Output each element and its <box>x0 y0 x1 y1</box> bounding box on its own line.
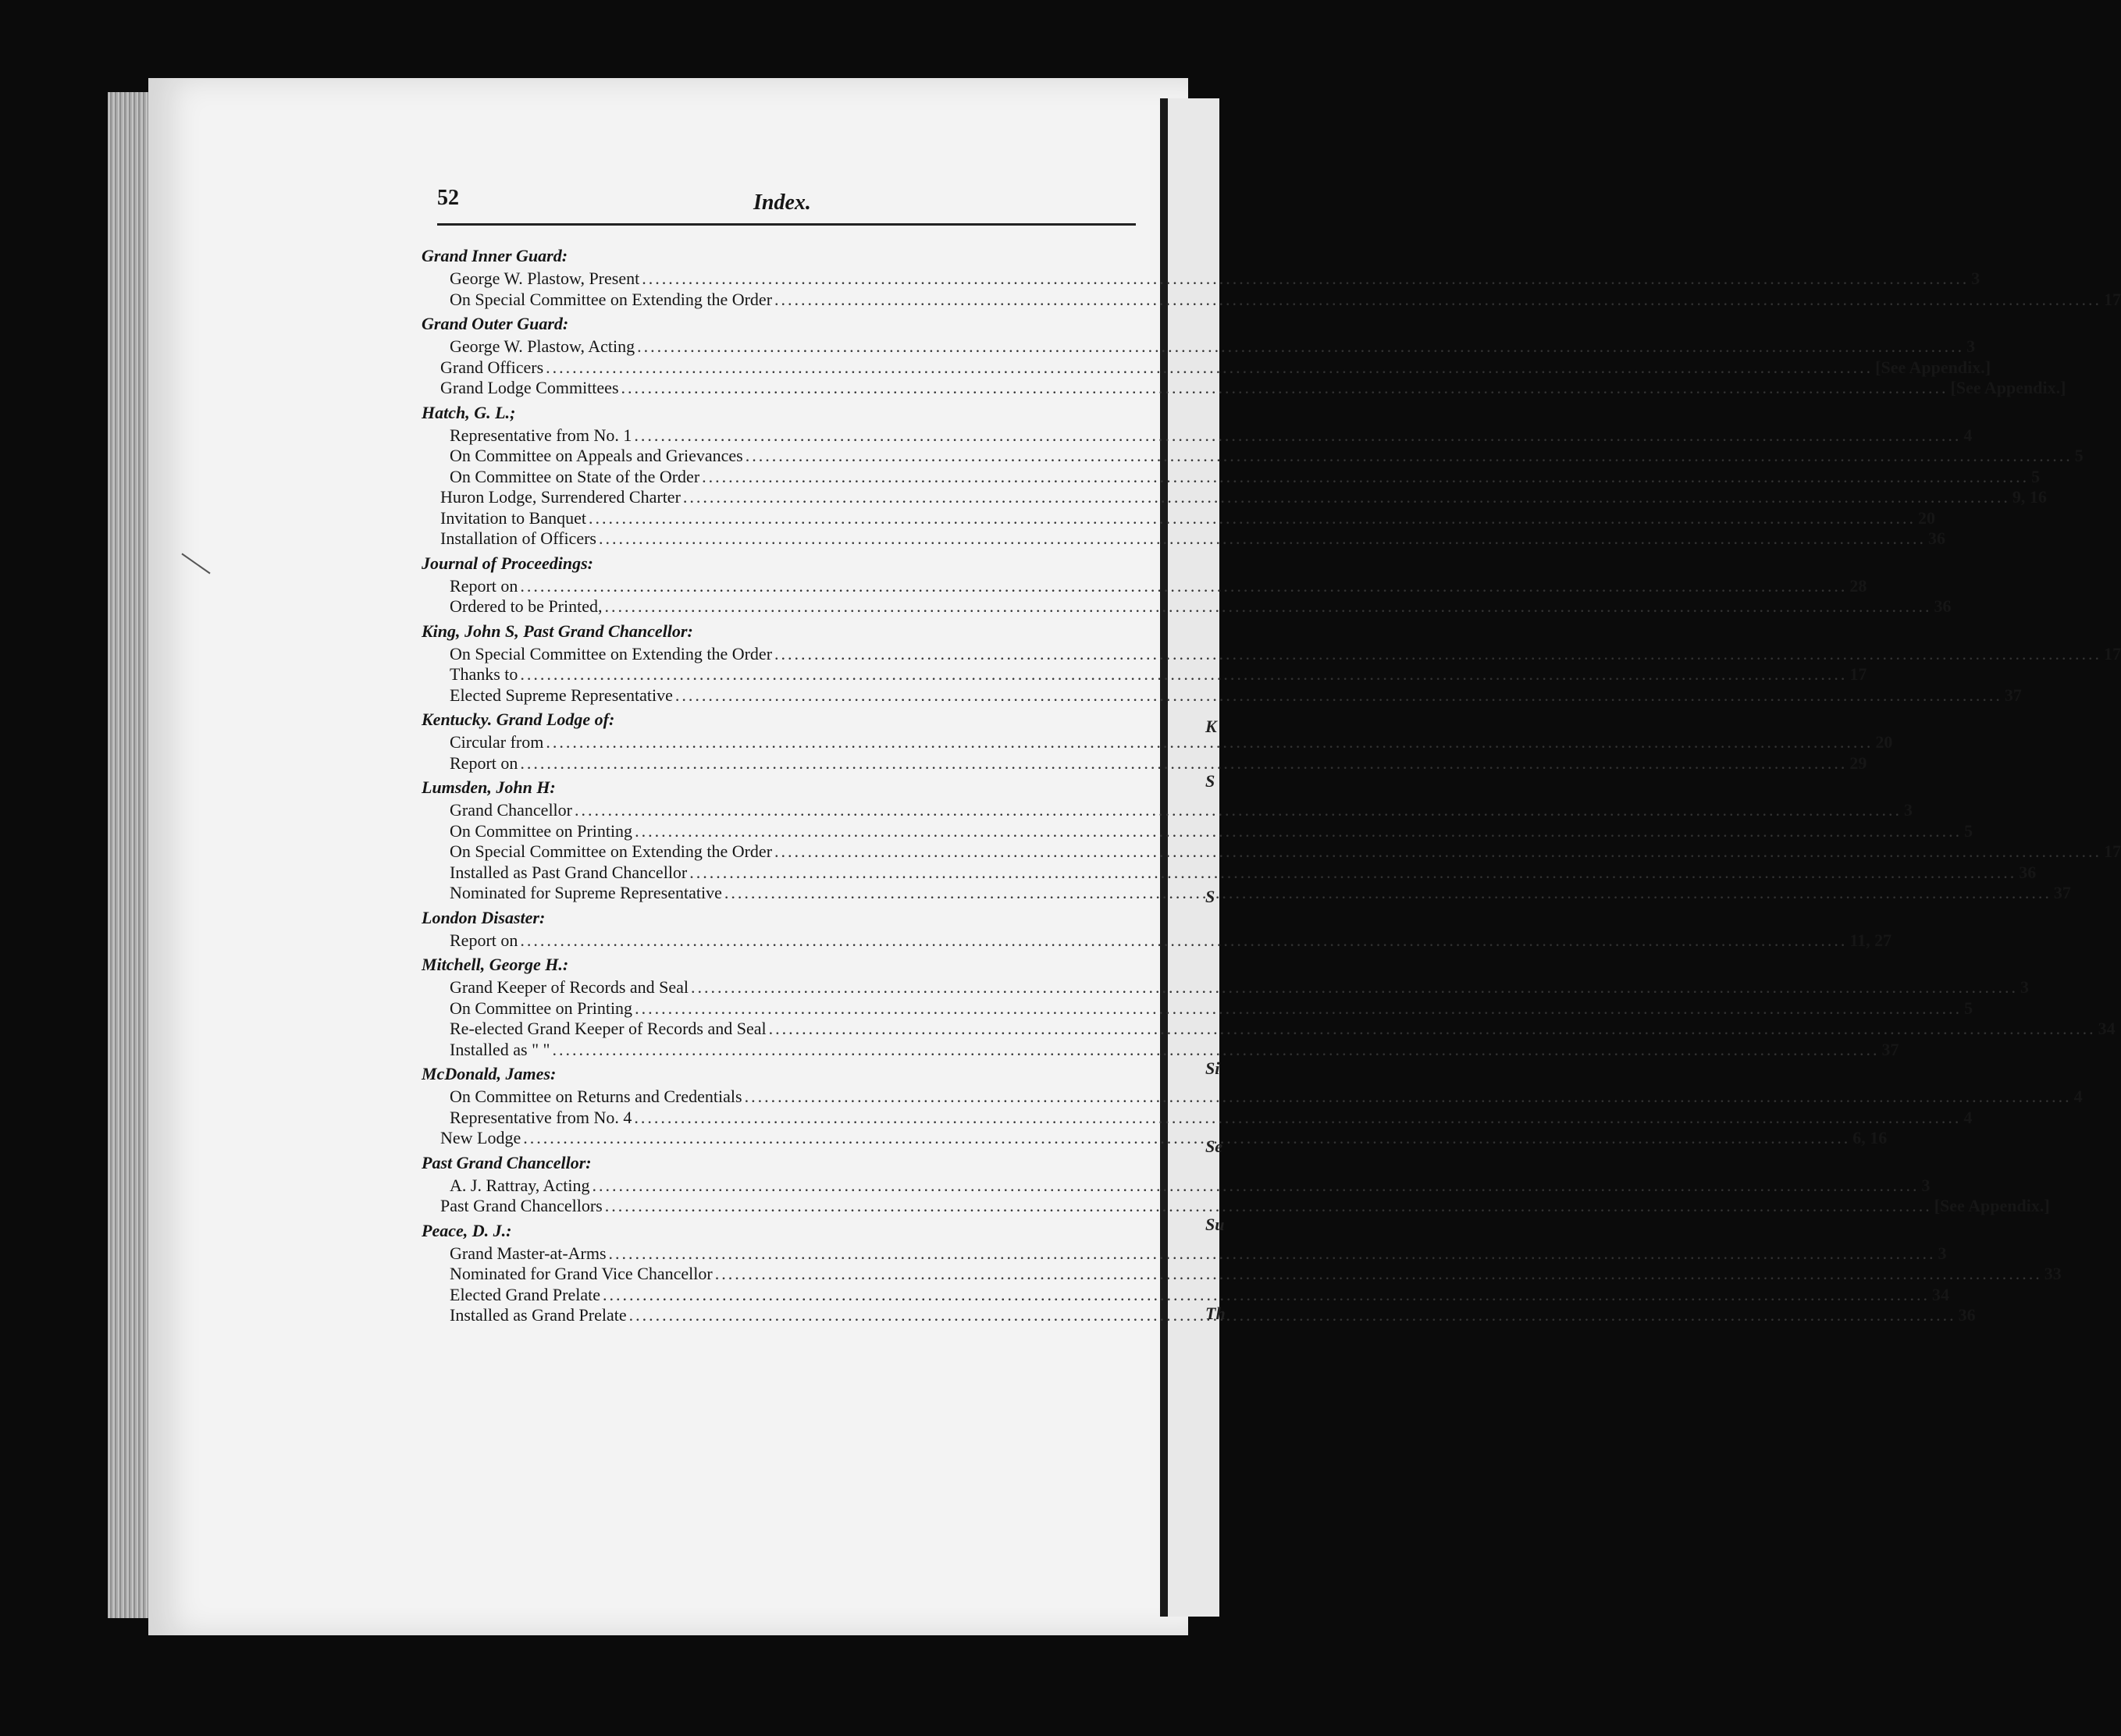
entry-page-ref: 20 <box>1917 507 1935 528</box>
index-heading: McDonald, James: <box>422 1064 557 1083</box>
entry-text: On Committee on State of the Order <box>450 466 700 486</box>
entry-page-ref: 20 <box>1875 732 1893 752</box>
index-entry <box>422 820 1973 842</box>
entry-page-ref: 5 <box>1964 820 1973 841</box>
index-heading: Lumsden, John H: <box>422 777 556 797</box>
entry-text: Installed as Grand Prelate <box>450 1305 627 1325</box>
entry-page-ref: 36 <box>1927 528 1945 548</box>
entry-text: Nominated for Supreme Representative <box>450 883 722 902</box>
index-heading: Mitchell, George H.: <box>422 955 569 974</box>
entry-page-ref: 3 <box>1904 800 1913 820</box>
facing-page-fragment: K <box>1205 717 1217 736</box>
entry-page-ref: 34 <box>1932 1284 1950 1304</box>
entry-page-ref: 5 <box>1964 998 1973 1018</box>
entry-page-ref: 4 <box>1963 1107 1973 1127</box>
dot-leader <box>774 290 2101 311</box>
entry-page-ref: 3 <box>1938 1243 1947 1263</box>
dot-leader <box>609 1243 1936 1265</box>
entry-page-ref: 37 <box>2004 685 2022 705</box>
entry-text: Grand Chancellor <box>450 800 572 820</box>
index-heading: London Disaster: <box>422 907 546 927</box>
entry-text: Representative from No. 4 <box>450 1107 632 1127</box>
entry-page-ref: 3 <box>1966 336 1976 356</box>
entry-text: Installation of Officers <box>440 528 596 548</box>
index-entry <box>422 425 1973 446</box>
dot-leader <box>605 1196 1932 1217</box>
dot-leader <box>603 1285 1930 1306</box>
entry-page-ref: 3 <box>1921 1175 1931 1195</box>
index-entry <box>422 596 1952 617</box>
dot-leader <box>635 998 1962 1019</box>
entry-page-ref: 17 <box>1849 664 1867 684</box>
entry-text: Grand Lodge Committees <box>440 378 619 397</box>
index-heading: Journal of Proceedings: <box>422 553 593 573</box>
index-entry <box>422 575 1867 597</box>
entry-text: Elected Grand Prelate <box>450 1284 601 1304</box>
entry-page-ref: 28 <box>1849 575 1867 596</box>
dot-leader <box>520 576 1847 597</box>
entry-page-ref: 37 <box>1881 1039 1899 1059</box>
index-entry <box>422 357 1991 379</box>
index-entry <box>422 528 1945 550</box>
index-heading: Kentucky. Grand Lodge of: <box>422 710 615 729</box>
entry-page-ref: 5 <box>2031 466 2041 486</box>
entry-page-ref: 37 <box>2053 883 2071 902</box>
index-entry <box>422 269 1980 290</box>
index-entry <box>422 1264 2062 1285</box>
entry-text: On Special Committee on Extending the Order <box>450 289 773 309</box>
entry-page-ref: [See Appendix.] <box>1934 1196 2050 1215</box>
index-entry <box>422 1196 2050 1217</box>
index-entry <box>422 664 1867 685</box>
entry-page-ref: 34 <box>2098 1019 2116 1038</box>
entry-page-ref: [See Appendix.] <box>1950 378 2066 397</box>
facing-page-fragment: Th <box>1205 1304 1226 1323</box>
dot-leader <box>689 863 2016 884</box>
index-entry <box>422 998 1973 1019</box>
index-entry <box>422 487 2047 508</box>
dot-leader <box>621 378 1948 399</box>
index-entry <box>422 507 1935 529</box>
index-heading: Grand Inner Guard: <box>422 246 568 265</box>
index-entry <box>422 1019 2116 1040</box>
entry-page-ref: 17 <box>2104 289 2121 309</box>
entry-text: Circular from <box>450 732 544 752</box>
index-entry <box>422 1243 1947 1265</box>
index-entry <box>422 466 2041 488</box>
index-entry <box>422 752 1867 774</box>
entry-text: Elected Supreme Representative <box>450 685 673 705</box>
dot-leader <box>520 753 1847 774</box>
entry-page-ref: 4 <box>2073 1087 2083 1106</box>
entry-text: Huron Lodge, Surrendered Charter <box>440 487 681 507</box>
entry-page-ref: 5 <box>2074 446 2084 465</box>
dot-leader <box>642 269 1969 290</box>
dot-leader <box>592 1176 1919 1197</box>
index-entry <box>422 732 1893 753</box>
entry-page-ref: 4 <box>1963 425 1973 445</box>
entry-page-ref: 17 <box>2104 643 2121 663</box>
index-entry <box>422 643 2121 665</box>
page-number: 52 <box>437 186 459 210</box>
entry-page-ref: 29 <box>1849 752 1867 773</box>
entry-page-ref: 17 <box>2104 841 2121 861</box>
dot-leader <box>635 821 1962 842</box>
dot-leader <box>520 664 1847 685</box>
entry-text: Grand Master-at-Arms <box>450 1243 607 1263</box>
index-entry <box>422 378 2066 399</box>
entry-page-ref: 36 <box>2019 862 2037 882</box>
entry-text: Thanks to <box>450 664 518 684</box>
index-heading: Peace, D. J.: <box>422 1220 512 1240</box>
index-entry <box>422 883 2071 904</box>
index-entry <box>422 1087 2083 1108</box>
dot-leader <box>520 930 1847 952</box>
dot-leader <box>605 596 1932 617</box>
entry-text: Report on <box>450 575 518 596</box>
entry-text: George W. Plastow, Present <box>450 269 640 288</box>
entry-page-ref: 36 <box>1958 1305 1976 1325</box>
entry-text: Installed as Past Grand Chancellor <box>450 862 688 882</box>
index-heading: Past Grand Chancellor: <box>422 1152 592 1172</box>
entry-text: A. J. Rattray, Acting <box>450 1175 590 1195</box>
entry-text: On Committee on Printing <box>450 820 633 841</box>
entry-text: Grand Keeper of Records and Seal <box>450 977 689 997</box>
entry-text: Report on <box>450 752 518 773</box>
index-entry <box>422 930 1892 952</box>
dot-leader <box>774 841 2101 863</box>
index-entry <box>422 1284 1950 1306</box>
entry-page-ref: 36 <box>1934 596 1952 616</box>
entry-text: Representative from No. 1 <box>450 425 632 445</box>
entry-page-ref: [See Appendix.] <box>1875 357 1991 377</box>
entry-text: Ordered to be Printed, <box>450 596 603 616</box>
index-entry <box>422 446 2084 467</box>
entry-text: On Special Committee on Extending the Order <box>450 841 773 861</box>
dot-leader <box>683 487 2010 508</box>
dot-leader <box>724 883 2052 904</box>
entry-page-ref: 11, 27 <box>1849 930 1892 950</box>
dot-leader <box>715 1264 2042 1285</box>
entry-text: On Special Committee on Extending the Order <box>450 643 773 663</box>
index-heading: King, John S, Past Grand Chancellor: <box>422 621 693 641</box>
facing-page-fragment: Si <box>1205 1058 1220 1078</box>
dot-leader <box>634 425 1961 446</box>
dot-leader <box>702 467 2029 488</box>
dot-leader <box>746 446 2073 467</box>
entry-text: Report on <box>450 930 518 950</box>
dot-leader <box>599 528 1926 550</box>
entry-text: On Committee on Printing <box>450 998 633 1018</box>
index-entry <box>422 289 2121 311</box>
page-header <box>437 186 1136 226</box>
index-entry <box>422 1175 1931 1197</box>
entry-text: On Committee on Returns and Credentials <box>450 1087 742 1106</box>
facing-page-fragment: S <box>1205 887 1215 906</box>
running-title: Index. <box>753 190 811 215</box>
dot-leader <box>523 1128 1850 1149</box>
dot-leader <box>774 644 2101 665</box>
index-entry <box>422 841 2121 863</box>
entry-page-ref: 3 <box>2020 977 2030 997</box>
index-entry <box>422 977 2030 998</box>
index-entry <box>422 862 2037 884</box>
dot-leader <box>675 685 2002 706</box>
dot-leader <box>745 1087 2072 1108</box>
entry-page-ref: 9, 16 <box>2012 487 2047 507</box>
entry-page-ref: 33 <box>2044 1264 2062 1283</box>
facing-page-fragment: Se <box>1205 1137 1222 1156</box>
index-heading: Hatch, G. L.; <box>422 402 516 422</box>
dot-leader <box>589 508 1916 529</box>
dot-leader <box>546 732 1873 753</box>
entry-text: Invitation to Banquet <box>440 507 586 528</box>
dot-leader <box>575 800 1902 821</box>
entry-text: Installed as " " <box>450 1039 550 1059</box>
dot-leader <box>553 1040 1880 1061</box>
dot-leader <box>546 358 1873 379</box>
entry-page-ref: 6, 16 <box>1852 1128 1888 1147</box>
index-heading: Grand Outer Guard: <box>422 314 569 333</box>
entry-page-ref: 3 <box>1971 269 1980 288</box>
dot-leader <box>629 1305 1956 1326</box>
entry-text: Nominated for Grand Vice Chancellor <box>450 1264 713 1283</box>
entry-text: New Lodge <box>440 1128 521 1147</box>
dot-leader <box>691 977 2018 998</box>
entry-text: Re-elected Grand Keeper of Records and Seal <box>450 1019 767 1038</box>
index-entry <box>422 1107 1973 1129</box>
facing-page-fragment: Su <box>1205 1215 1225 1234</box>
entry-text: On Committee on Appeals and Grievances <box>450 446 743 465</box>
dot-leader <box>634 1108 1961 1129</box>
dot-leader <box>637 336 1964 358</box>
dot-leader <box>769 1019 2096 1040</box>
entry-text: Past Grand Chancellors <box>440 1196 603 1215</box>
index-entry <box>422 336 1976 358</box>
index-entry <box>422 685 2022 706</box>
entry-text: George W. Plastow, Acting <box>450 336 635 356</box>
index-entry <box>422 1039 1899 1061</box>
facing-page-fragment: S <box>1205 771 1215 791</box>
index-entry <box>422 800 1913 821</box>
entry-text: Grand Officers <box>440 357 544 377</box>
